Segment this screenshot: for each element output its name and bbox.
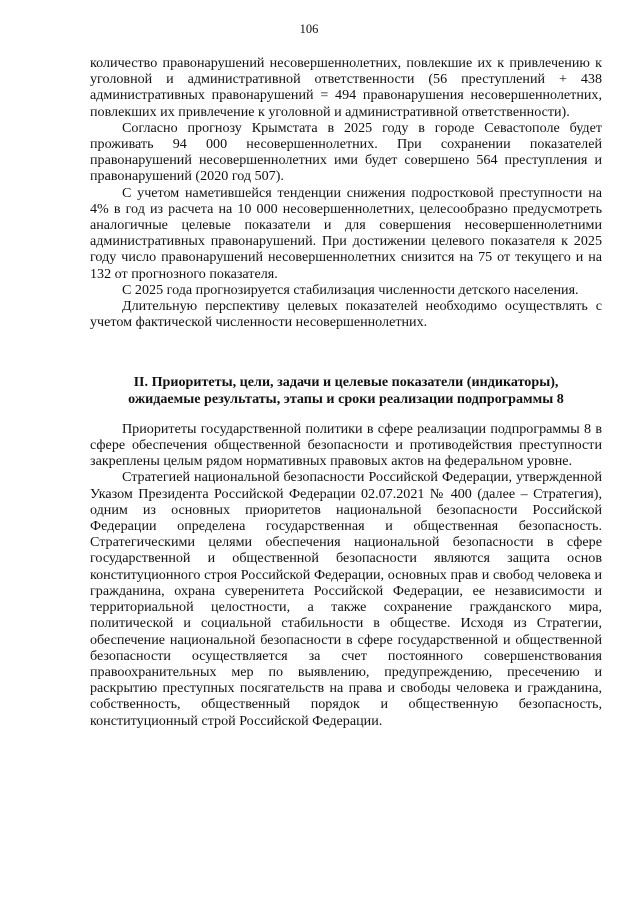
document-body xyxy=(90,55,602,729)
section-heading-line1: II. Приоритеты, цели, задачи и целевые показатели (индикаторы), xyxy=(133,374,559,391)
section-heading xyxy=(90,374,602,406)
page-number: 106 xyxy=(299,22,319,36)
section-heading-line2: ожидаемые результаты, этапы и сроки реализации подпрограммы 8 xyxy=(128,390,564,407)
paragraph: Приоритеты государственной политики в сфере реализации подпрограммы 8 в сфере обеспечения общественной безопасности и противодействия преступности закреплены целым рядом нормативных правовых актов на федеральном уровне. xyxy=(90,420,602,470)
paragraph: С учетом наметившейся тенденции снижения подростковой преступности на 4% в год из расчета на 10 000 несовершеннолетних, целесообразно предусмотреть аналогичные целевые показатели и для совершения несовершеннолетними административных правонарушений. При достижении целевого показателя к 2025 году число правонарушений несовершеннолетних снизится на 75 от текущего и на 132 от прогнозного показателя. xyxy=(90,184,602,282)
paragraph: Стратегией национальной безопасности Российской Федерации, утвержденной Указом Президента Российской Федерации 02.07.2021 № 400 (далее – Стратегия), одним из основных приоритетов национальной безопасности Российской Федерации определена государственная и общественная безопасность. Стратегическими целями обеспечения национальной безопасности в сфере государственной и общественной безопасности являются защита основ конституционного строя Российской Федерации, основных прав и свобод человека и гражданина, охрана суверенитета Российской Федерации, ее независимости и территориальной целостности, а также сохранение гражданского мира, политической и социальной стабильности в обществе. Исходя из Стратегии, обеспечение национальной безопасности в сфере государственной и общественной безопасности осуществляется за счет постоянного совершенствования правоохранительных мер по выявлению, предупреждению, пресечению и раскрытию преступных посягательств на права и свободы человека и гражданина, собственность, общественный порядок и общественную безопасность, конституционный строй Российской Федерации. xyxy=(90,469,602,729)
paragraph: С 2025 года прогнозируется стабилизация численности детского населения. xyxy=(122,281,579,298)
paragraph: количество правонарушений несовершеннолетних, повлекшие их к привлечению к уголовной и административной ответственности (56 преступлений + 438 административных правонарушений = 494 правонарушения несовершеннолетних, повлекших их привлечение к уголовной и административной ответственности). xyxy=(90,55,602,120)
paragraph: Согласно прогнозу Крымстата в 2025 году в городе Севастополе будет проживать 94 000 несовершеннолетних. При сохранении показателей правонарушений несовершеннолетних ими будет совершено 564 преступления и правонарушений (2020 год 507). xyxy=(90,119,602,185)
paragraph: Длительную перспективу целевых показателей необходимо осуществлять с учетом фактической численности несовершеннолетних. xyxy=(90,298,602,331)
